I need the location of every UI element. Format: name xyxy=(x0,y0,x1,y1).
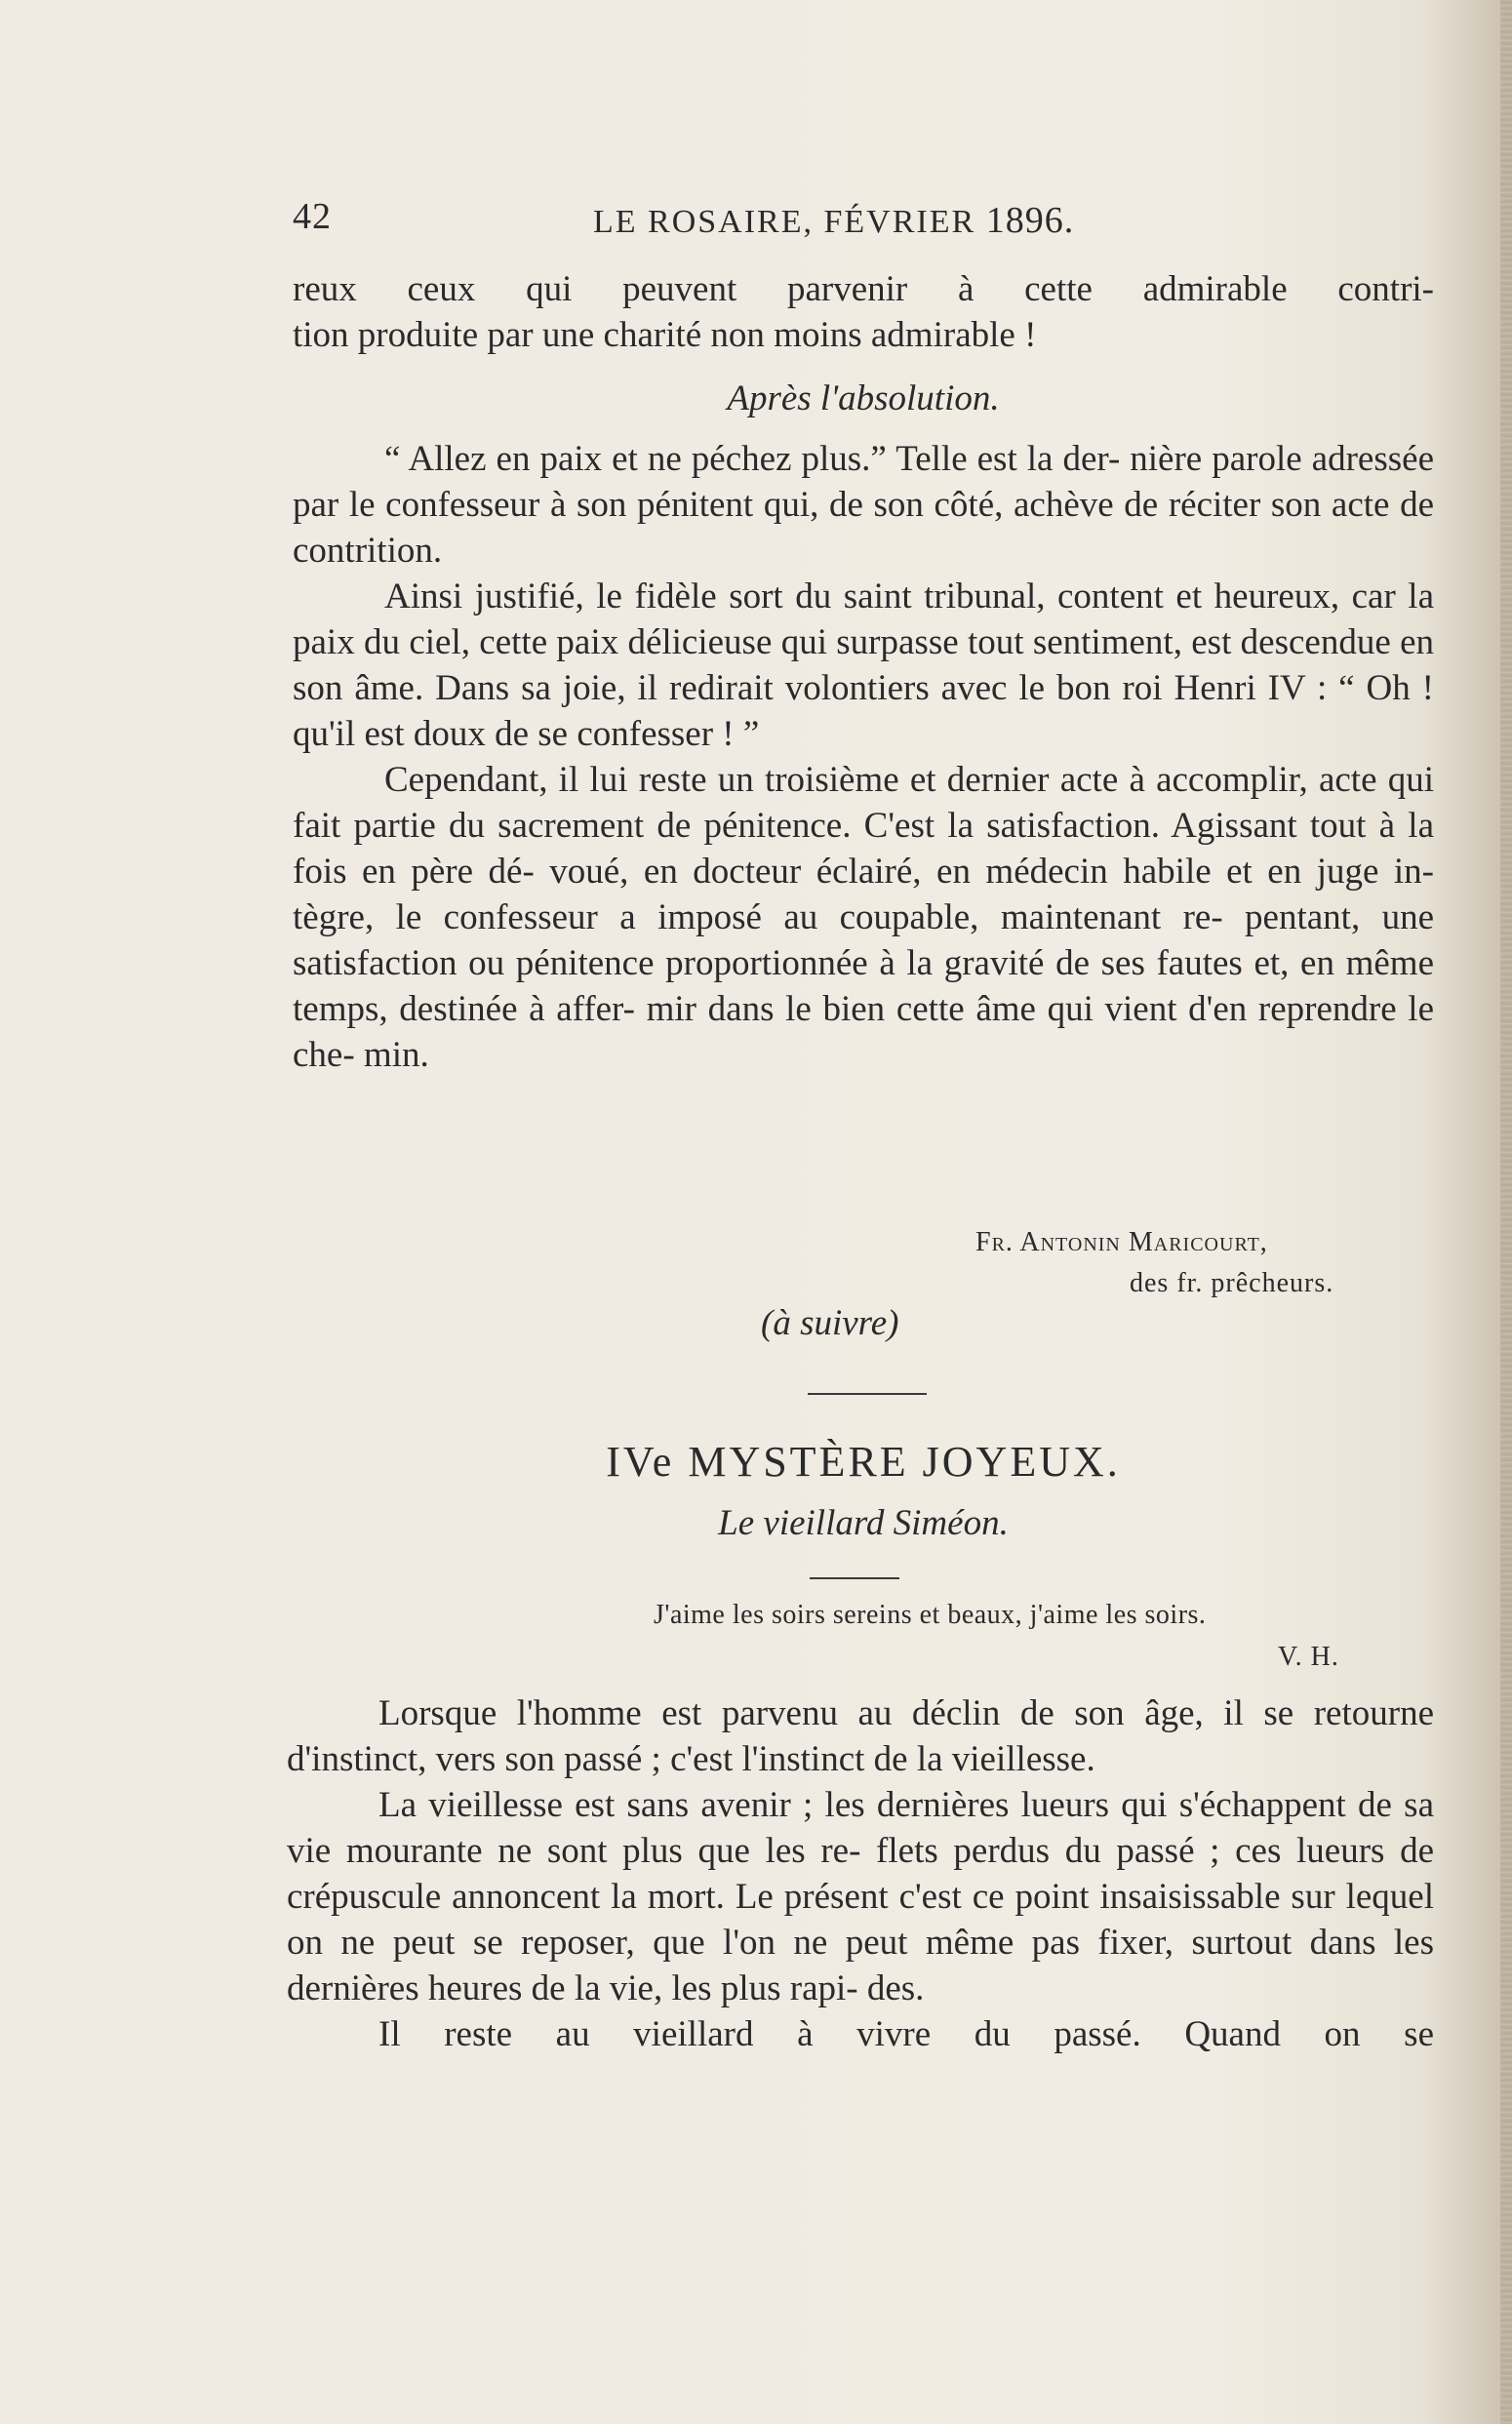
section-divider xyxy=(808,1393,927,1395)
running-head-year: 1896. xyxy=(985,200,1075,241)
page-number: 42 xyxy=(293,196,332,237)
paragraph: Ainsi justifié, le fidèle sort du saint tribunal, content et heureux, car la paix du ciel, cette paix délicieuse qui surpasse tout sentiment, est descendue en son âme. Dans sa joie, il redirait volontiers avec le bon roi Henri IV : “ Oh ! qu'il est doux de se confesser ! ” xyxy=(293,576,1434,754)
running-head xyxy=(593,199,1074,242)
running-head-title: LE ROSAIRE, FÉVRIER xyxy=(593,204,976,240)
chapter-title: IVe MYSTÈRE JOYEUX. xyxy=(606,1438,1121,1486)
paragraph: Il reste au vieillard à vivre du passé. Quand on se xyxy=(378,2014,1434,2054)
article-body xyxy=(293,436,1434,1078)
epigraph-author: V. H. xyxy=(1278,1642,1339,1672)
chapter-body xyxy=(287,1690,1434,2057)
epigraph-divider xyxy=(810,1577,899,1579)
chapter-subtitle: Le vieillard Siméon. xyxy=(718,1503,1009,1543)
signature-order: des fr. prêcheurs. xyxy=(1130,1268,1334,1298)
signature-name: Fr. Antonin Maricourt, xyxy=(975,1227,1268,1257)
page-header xyxy=(293,195,1434,244)
section-subheading: Après l'absolution. xyxy=(727,378,1000,418)
epigraph: J'aime les soirs sereins et beaux, j'aime les soirs. xyxy=(654,1600,1207,1630)
paragraph: “ Allez en paix et ne péchez plus.” Telle est la der- nière parole adressée par le confesseur à son pénitent qui, de son côté, achève de réciter son acte de contrition. xyxy=(293,439,1434,571)
paragraph: Cependant, il lui reste un troisième et dernier acte à accomplir, acte qui fait partie du sacrement de pénitence. C'est la satisfaction. Agissant tout à la fois en père dé- voué, en docteur éclairé, en médecin habile et en juge in- tègre, le confesseur a imposé au coupable, maintenant re- pentant, une satisfaction ou pénitence proportionnée à la gravité de ses fautes et, en même temps, destinée à affer- mir dans le bien cette âme qui vient d'en reprendre le che- min. xyxy=(293,760,1434,1075)
page-edge xyxy=(1500,0,1512,2424)
continued-text xyxy=(293,266,1434,358)
text-line: tion produite par une charité non moins admirable ! xyxy=(293,315,1037,355)
to-be-continued: (à suivre) xyxy=(761,1303,899,1343)
paragraph: La vieillesse est sans avenir ; les dernières lueurs qui s'échappent de sa vie mourante ne sont plus que les re- flets perdus du passé ; ces lueurs de crépuscule annoncent la mort. Le présent c'est ce point insaisissable sur lequel on ne peut se reposer, que l'on ne peut même pas fixer, surtout dans les dernières heures de la vie, les plus rapi- des. xyxy=(287,1785,1434,2008)
text-line: reux ceux qui peuvent parvenir à cette admirable contri- xyxy=(293,269,1434,309)
paragraph: Lorsque l'homme est parvenu au déclin de son âge, il se retourne d'instinct, vers son passé ; c'est l'instinct de la vieillesse. xyxy=(287,1693,1434,1779)
